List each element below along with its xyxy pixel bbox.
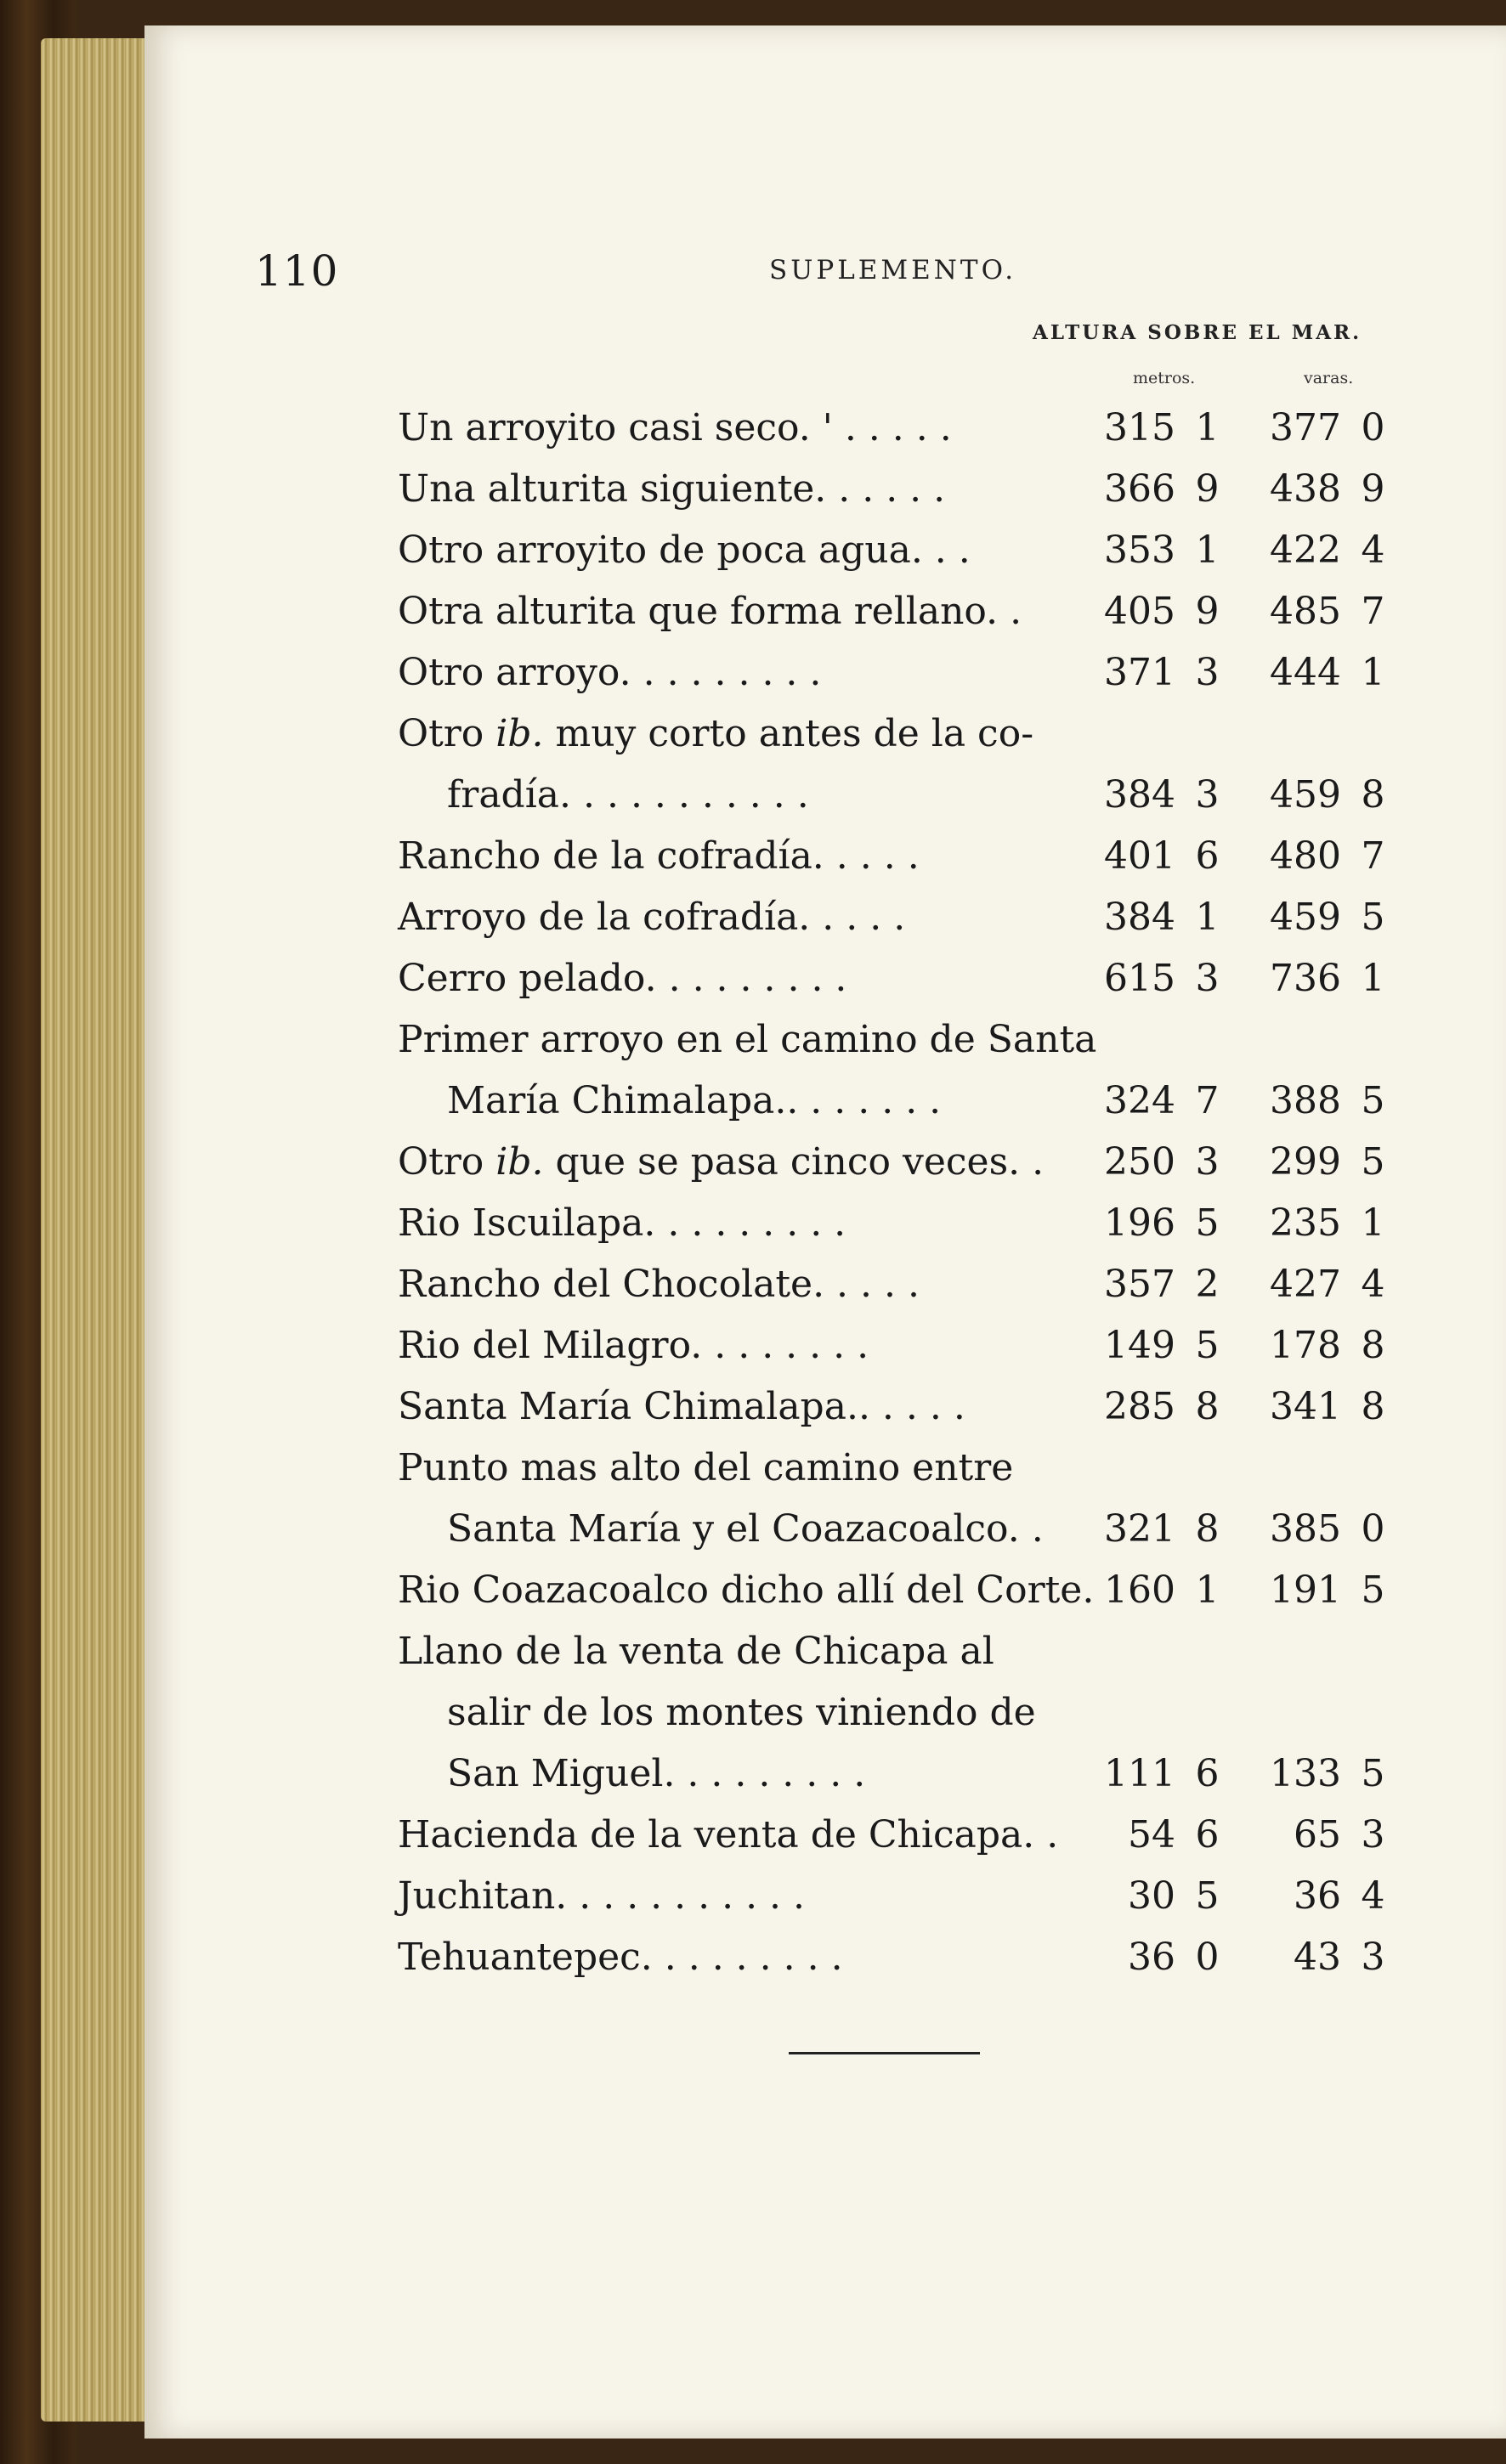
varas-value: 485 <box>1270 590 1341 633</box>
varas-value: 438 <box>1270 467 1341 511</box>
row-label: Otro arroyito de poca agua. . . <box>398 528 971 572</box>
page-number: 110 <box>255 246 339 296</box>
row-label: Rio Iscuilapa. . . . . . . . . <box>398 1201 846 1245</box>
varas-value: 388 <box>1270 1079 1341 1122</box>
table-row <box>398 1691 1392 1742</box>
metros-decimal: 5 <box>1195 1201 1220 1245</box>
varas-decimal: 9 <box>1361 467 1385 511</box>
varas-value: 459 <box>1270 896 1341 939</box>
row-label: Tehuantepec. . . . . . . . . <box>398 1936 843 1979</box>
metros-decimal: 7 <box>1195 1079 1220 1122</box>
metros-value: 401 <box>1104 834 1175 878</box>
varas-decimal: 5 <box>1361 1752 1385 1795</box>
row-label: Primer arroyo en el camino de Santa <box>398 1018 1097 1061</box>
row-label: Una alturita siguiente. . . . . . <box>398 467 946 511</box>
metros-value: 250 <box>1104 1140 1175 1184</box>
varas-decimal: 7 <box>1361 834 1385 878</box>
metros-value: 54 <box>1128 1813 1175 1856</box>
varas-decimal: 1 <box>1361 957 1385 1000</box>
varas-decimal: 1 <box>1361 1201 1385 1245</box>
varas-value: 459 <box>1270 773 1341 817</box>
varas-decimal: 4 <box>1361 1263 1385 1306</box>
table-row <box>398 1507 1392 1558</box>
varas-value: 385 <box>1270 1507 1341 1551</box>
metros-value: 285 <box>1104 1385 1175 1428</box>
unit-metros: metros. <box>1133 369 1196 387</box>
row-label: Santa María y el Coazacoalco. . <box>447 1507 1044 1551</box>
table-row <box>398 1385 1392 1436</box>
metros-decimal: 1 <box>1195 896 1220 939</box>
metros-decimal: 6 <box>1195 834 1220 878</box>
metros-value: 405 <box>1104 590 1175 633</box>
row-label: Rio del Milagro. . . . . . . . <box>398 1324 869 1367</box>
row-label: Santa María Chimalapa.. . . . . <box>398 1385 965 1428</box>
row-label <box>398 1140 1044 1184</box>
row-label: Otro arroyo. . . . . . . . . <box>398 651 822 694</box>
row-label <box>398 712 1033 755</box>
table-row <box>398 1936 1392 1986</box>
metros-value: 36 <box>1128 1936 1175 1979</box>
metros-decimal: 9 <box>1195 590 1220 633</box>
table-row <box>398 1813 1392 1864</box>
metros-decimal: 6 <box>1195 1752 1220 1795</box>
metros-decimal: 1 <box>1195 1568 1220 1612</box>
row-label: San Miguel. . . . . . . . . <box>447 1752 866 1795</box>
varas-decimal: 8 <box>1361 1324 1385 1367</box>
metros-value: 324 <box>1104 1079 1175 1122</box>
row-label: fradía. . . . . . . . . . . <box>447 773 809 817</box>
table-row <box>398 1140 1392 1191</box>
varas-value: 133 <box>1270 1752 1341 1795</box>
metros-decimal: 3 <box>1195 651 1220 694</box>
metros-value: 371 <box>1104 651 1175 694</box>
varas-decimal: 1 <box>1361 651 1385 694</box>
varas-decimal: 0 <box>1361 1507 1385 1551</box>
table-row <box>398 1263 1392 1314</box>
table-row <box>398 896 1392 947</box>
varas-value: 422 <box>1270 528 1341 572</box>
metros-value: 353 <box>1104 528 1175 572</box>
metros-value: 357 <box>1104 1263 1175 1306</box>
metros-decimal: 8 <box>1195 1507 1220 1551</box>
varas-decimal: 3 <box>1361 1813 1385 1856</box>
varas-decimal: 8 <box>1361 773 1385 817</box>
varas-value: 736 <box>1270 957 1341 1000</box>
row-label: Llano de la venta de Chicapa al <box>398 1630 994 1673</box>
table-row <box>398 1630 1392 1681</box>
metros-decimal: 1 <box>1195 528 1220 572</box>
metros-decimal: 5 <box>1195 1874 1220 1918</box>
metros-value: 149 <box>1104 1324 1175 1367</box>
varas-value: 235 <box>1270 1201 1341 1245</box>
metros-decimal: 6 <box>1195 1813 1220 1856</box>
metros-value: 196 <box>1104 1201 1175 1245</box>
metros-value: 384 <box>1104 896 1175 939</box>
table-row <box>398 834 1392 885</box>
row-label: Juchitan. . . . . . . . . . . <box>398 1874 805 1918</box>
varas-decimal: 4 <box>1361 1874 1385 1918</box>
varas-decimal: 3 <box>1361 1936 1385 1979</box>
table-row <box>398 1446 1392 1497</box>
table-row <box>398 1324 1392 1375</box>
metros-value: 384 <box>1104 773 1175 817</box>
varas-value: 191 <box>1270 1568 1341 1612</box>
row-label: Arroyo de la cofradía. . . . . <box>398 896 906 939</box>
metros-decimal: 5 <box>1195 1324 1220 1367</box>
metros-decimal: 3 <box>1195 773 1220 817</box>
varas-value: 65 <box>1294 1813 1341 1856</box>
column-header-altitude: ALTURA SOBRE EL MAR. <box>1033 321 1362 344</box>
varas-value: 480 <box>1270 834 1341 878</box>
varas-value: 427 <box>1270 1263 1341 1306</box>
varas-decimal: 5 <box>1361 1140 1385 1184</box>
varas-decimal: 5 <box>1361 1568 1385 1612</box>
table-row <box>398 1201 1392 1252</box>
varas-decimal: 8 <box>1361 1385 1385 1428</box>
row-label: Otra alturita que forma rellano. . <box>398 590 1022 633</box>
metros-decimal: 0 <box>1195 1936 1220 1979</box>
unit-varas: varas. <box>1304 369 1354 387</box>
row-label-text: que se pasa cinco veces. . <box>543 1140 1045 1184</box>
table-row <box>398 406 1392 457</box>
table-row <box>398 651 1392 702</box>
varas-value: 341 <box>1270 1385 1341 1428</box>
varas-decimal: 5 <box>1361 1079 1385 1122</box>
row-label-text: Otro <box>398 712 496 755</box>
table-row <box>398 712 1392 763</box>
varas-value: 444 <box>1270 651 1341 694</box>
table-row <box>398 773 1392 824</box>
varas-decimal: 0 <box>1361 406 1385 449</box>
metros-decimal: 8 <box>1195 1385 1220 1428</box>
varas-value: 178 <box>1270 1324 1341 1367</box>
varas-decimal: 7 <box>1361 590 1385 633</box>
row-label: Rio Coazacoalco dicho allí del Corte. <box>398 1568 1095 1612</box>
closing-rule <box>789 2052 980 2054</box>
row-label: Hacienda de la venta de Chicapa. . <box>398 1813 1059 1856</box>
table-row <box>398 957 1392 1008</box>
running-head: SUPLEMENTO. <box>769 255 1017 285</box>
table-row <box>398 1752 1392 1803</box>
table-row <box>398 1079 1392 1130</box>
metros-value: 30 <box>1128 1874 1175 1918</box>
varas-value: 377 <box>1270 406 1341 449</box>
metros-decimal: 9 <box>1195 467 1220 511</box>
table-row <box>398 1568 1392 1619</box>
metros-decimal: 3 <box>1195 1140 1220 1184</box>
table-row <box>398 1874 1392 1925</box>
metros-value: 615 <box>1104 957 1175 1000</box>
metros-value: 321 <box>1104 1507 1175 1551</box>
row-label: Un arroyito casi seco. ' . . . . . <box>398 406 952 449</box>
table-row <box>398 528 1392 579</box>
row-label-italic: ib. <box>495 712 544 755</box>
gilt-page-edges <box>41 38 151 2422</box>
varas-value: 36 <box>1294 1874 1341 1918</box>
metros-value: 160 <box>1104 1568 1175 1612</box>
metros-value: 111 <box>1104 1752 1175 1795</box>
varas-decimal: 5 <box>1361 896 1385 939</box>
varas-value: 299 <box>1270 1140 1341 1184</box>
row-label-text: muy corto antes de la co- <box>543 712 1034 755</box>
row-label: Rancho de la cofradía. . . . . <box>398 834 920 878</box>
row-label: María Chimalapa.. . . . . . . <box>447 1079 942 1122</box>
varas-decimal: 4 <box>1361 528 1385 572</box>
table-row <box>398 1018 1392 1069</box>
metros-value: 315 <box>1104 406 1175 449</box>
row-label: Rancho del Chocolate. . . . . <box>398 1263 920 1306</box>
table-row <box>398 467 1392 518</box>
metros-decimal: 1 <box>1195 406 1220 449</box>
row-label: salir de los montes viniendo de <box>447 1691 1036 1734</box>
metros-decimal: 3 <box>1195 957 1220 1000</box>
row-label: Cerro pelado. . . . . . . . . <box>398 957 847 1000</box>
metros-value: 366 <box>1104 467 1175 511</box>
row-label: Punto mas alto del camino entre <box>398 1446 1014 1489</box>
row-label-text: Otro <box>398 1140 496 1184</box>
row-label-italic: ib. <box>495 1140 544 1184</box>
table-row <box>398 590 1392 641</box>
metros-decimal: 2 <box>1195 1263 1220 1306</box>
varas-value: 43 <box>1294 1936 1341 1979</box>
